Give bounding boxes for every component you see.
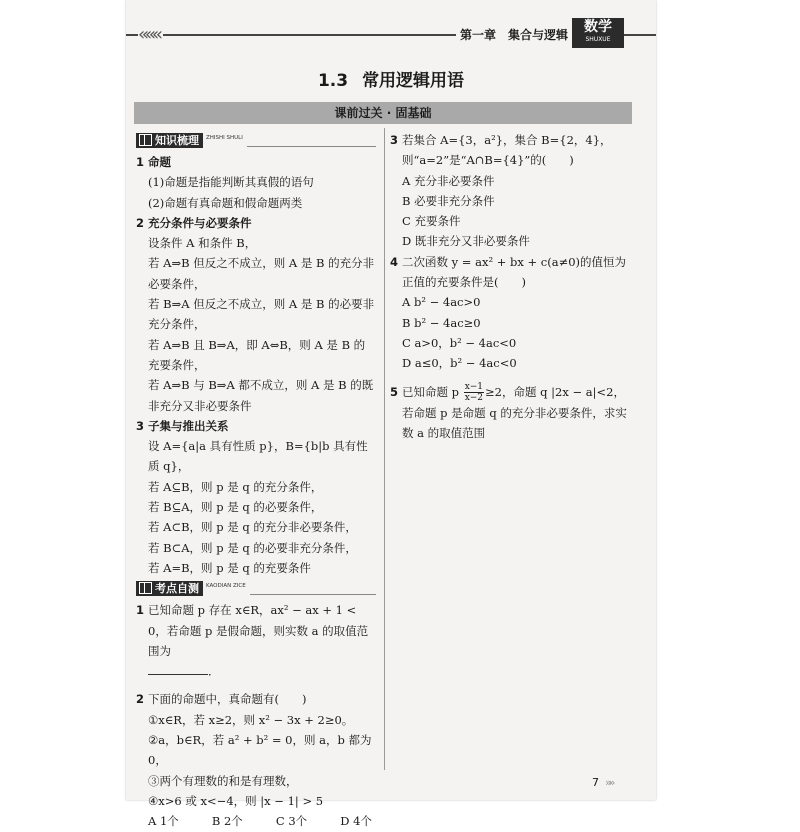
question-2-choices (136, 811, 376, 831)
question-3-text: 若集合 A={3，a²}，集合 B={2，4}，则“a=2”是“A∩B={4}”的( ) (402, 133, 612, 168)
knowledge-2-title: 2 充分条件与必要条件 (136, 215, 252, 230)
knowledge-3-line: 若 B⊂A，则 p 是 q 的必要非充分条件， (148, 540, 357, 555)
question-number: 5 (390, 384, 399, 399)
spacer (390, 374, 630, 382)
chevron-right-icon: »» (605, 776, 613, 789)
left-column (136, 130, 376, 832)
self-test-tag-label: 考点自测 (155, 581, 199, 595)
choice-d[interactable]: D 既非充分又非必要条件 (402, 234, 530, 249)
header-arrows-icon: ««« (138, 24, 163, 45)
knowledge-1-title: 1 命题 (136, 155, 172, 169)
knowledge-tag (136, 130, 376, 150)
tag-rule (250, 594, 376, 595)
knowledge-3-line: 若 A⊆B，则 p 是 q 的充分条件， (148, 479, 323, 494)
chapter-title: 第一章 集合与逻辑 (456, 26, 572, 43)
question-2-item: ④x>6 或 x<−4，则 |x − 1| > 5 (148, 793, 324, 808)
self-test-tag-box (136, 581, 203, 596)
column-divider (384, 128, 385, 770)
question-5 (390, 382, 630, 444)
knowledge-tag-pinyin: ZHISHI SHULI (206, 134, 243, 141)
fraction (464, 382, 484, 403)
knowledge-3-line: 若 B⊆A，则 p 是 q 的必要条件， (148, 500, 323, 515)
question-number: 3 (390, 133, 399, 147)
question-3 (390, 130, 630, 171)
choice-a[interactable]: A b² − 4ac>0 (402, 295, 481, 310)
fraction-numerator: x−1 (464, 382, 484, 393)
knowledge-tag-label: 知识梳理 (155, 133, 199, 147)
choice-c[interactable]: C 充要条件 (402, 214, 461, 229)
choice-c[interactable]: C a>0，b² − 4ac<0 (402, 335, 517, 350)
choice-d[interactable]: D 4个 (340, 814, 372, 829)
question-1-text: 已知命题 p 存在 x∈R，ax² − ax + 1 < 0，若命题 p 是假命题，则实数 a 的取值范围为 (148, 603, 369, 658)
question-number: 4 (390, 254, 399, 269)
self-test-tag (136, 578, 376, 598)
question-1-body (148, 600, 376, 681)
fraction-denominator: x−2 (464, 393, 484, 404)
knowledge-2-line: 若 A⇒B 且 B⇒A，即 A⇔B，则 A 是 B 的充要条件， (148, 337, 366, 372)
question-5-mid: ≥2，命题 q |2x − a|<2， (485, 384, 625, 399)
answer-blank[interactable] (148, 662, 208, 675)
choice-c[interactable]: C 3个 (275, 814, 308, 829)
question-5-body (402, 382, 630, 444)
question-2 (136, 689, 376, 709)
knowledge-tag-box (136, 133, 203, 148)
section-name: 常用逻辑用语 (362, 71, 465, 91)
question-1 (136, 600, 376, 681)
section-banner: 课前过关 · 固基础 (134, 102, 632, 124)
question-2-item: ②a，b∈R，若 a² + b² = 0，则 a，b 都为 0， (148, 733, 372, 768)
section-number: 1.3 (317, 71, 349, 91)
subject-pinyin: SHUXUE (585, 36, 611, 43)
knowledge-2-line: 若 B⇒A 但反之不成立，则 A 是 B 的必要非充分条件， (148, 297, 375, 332)
knowledge-3-title: 3 子集与推出关系 (136, 418, 229, 433)
question-2-item: ③两个有理数的和是有理数， (148, 773, 298, 788)
choice-b[interactable]: B 必要非充分条件 (402, 193, 495, 208)
choice-a[interactable]: A 1个 (148, 814, 179, 829)
choice-b[interactable]: B b² − 4ac≥0 (402, 315, 481, 330)
knowledge-2-line: 设条件 A 和条件 B， (148, 236, 257, 251)
question-5-pre: 已知命题 p (402, 384, 460, 399)
spacer (136, 681, 376, 689)
knowledge-2-line: 若 A⇒B 但反之不成立，则 A 是 B 的充分非必要条件， (148, 256, 375, 291)
question-4-text: 二次函数 y = ax² + bx + c(a≠0)的值恒为正值的充要条件是( ) (402, 254, 627, 290)
knowledge-3-line: 若 A=B，则 p 是 q 的充要条件 (148, 560, 311, 575)
question-1-end: ． (208, 664, 220, 679)
book-page (126, 0, 656, 829)
book-icon (139, 582, 152, 594)
question-5-rest: 若命题 p 是命题 q 的充分非必要条件，求实数 a 的取值范围 (402, 406, 627, 441)
subject-badge (572, 18, 624, 48)
page-footer (592, 776, 612, 789)
question-4 (390, 252, 630, 293)
book-icon (139, 134, 152, 146)
section-title (126, 66, 656, 91)
knowledge-3-line: 若 A⊂B，则 p 是 q 的充分非必要条件， (148, 520, 357, 535)
subject-name: 数学 (584, 19, 612, 35)
choice-d[interactable]: D a≤0，b² − 4ac<0 (402, 356, 517, 371)
choice-a[interactable]: A 充分非必要条件 (402, 173, 495, 188)
choice-b[interactable]: B 2个 (211, 814, 243, 829)
tag-rule (247, 146, 376, 147)
knowledge-2-line: 若 A⇒B 与 B⇒A 都不成立，则 A 是 B 的既非充分又非必要条件 (148, 378, 374, 413)
page-header (126, 19, 656, 46)
question-2-item: ①x∈R，若 x≥2，则 x² − 3x + 2≥0。 (148, 712, 354, 727)
knowledge-3-line: 设 A={a|a 具有性质 p}，B={b|b 具有性质 q}， (148, 439, 368, 474)
knowledge-1-line: (1)命题是指能判断其真假的语句 (148, 175, 314, 190)
question-number: 2 (136, 692, 145, 707)
self-test-tag-pinyin: KAODIAN ZICE (206, 582, 246, 589)
question-number: 1 (136, 603, 145, 618)
question-2-text: 下面的命题中，真命题有( ) (148, 692, 307, 707)
knowledge-1-line: (2)命题有真命题和假命题两类 (148, 195, 303, 210)
right-column (390, 130, 630, 444)
page-number: 7 (592, 776, 599, 789)
